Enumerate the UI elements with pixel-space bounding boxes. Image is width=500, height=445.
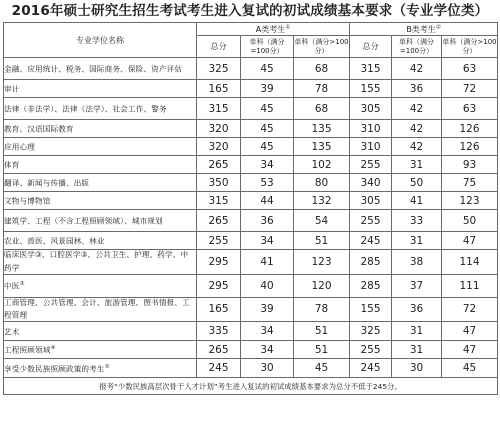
table-row — [4, 120, 498, 138]
major-name-text: 农业、兽医、风景园林、林业 — [4, 236, 105, 246]
a-single-le100-cell: 36 — [241, 210, 294, 232]
major-name-text: 工商管理、公共管理、会计、旅游管理、图书情报、工程管理 — [4, 297, 190, 320]
group-b-single-gt100-header: 单科（满分>100分） — [442, 36, 498, 58]
b-total-cell: 155 — [350, 80, 392, 98]
b-single-le100-cell: 38 — [392, 250, 442, 275]
b-single-gt100-cell: 50 — [442, 210, 498, 232]
a-single-gt100-cell: 54 — [294, 210, 350, 232]
a-total-cell: 165 — [197, 80, 241, 98]
a-single-le100-cell: 39 — [241, 80, 294, 98]
a-single-le100-cell: 44 — [241, 192, 294, 210]
b-single-gt100-cell: 75 — [442, 174, 498, 192]
major-name-cell — [4, 192, 197, 210]
score-requirements-table — [3, 22, 498, 395]
a-single-gt100-cell: 68 — [294, 58, 350, 80]
b-single-le100-cell: 42 — [392, 120, 442, 138]
b-total-cell: 305 — [350, 192, 392, 210]
major-name-text: 体育 — [4, 160, 20, 170]
a-single-le100-cell: 34 — [241, 156, 294, 174]
major-name-cell — [4, 156, 197, 174]
group-a-single-le100-header: 单科（满分=100分） — [241, 36, 294, 58]
b-single-le100-cell: 31 — [392, 156, 442, 174]
major-name-text: 享受少数民族照顾政策的考生 — [4, 364, 105, 374]
a-total-cell: 320 — [197, 138, 241, 156]
a-single-gt100-cell: 123 — [294, 250, 350, 275]
a-single-gt100-cell: 51 — [294, 322, 350, 341]
major-name-text: 应用心理 — [4, 142, 35, 152]
a-total-cell: 295 — [197, 250, 241, 275]
b-total-cell: 305 — [350, 98, 392, 120]
major-name-text: 工程照顾领域 — [4, 345, 51, 355]
b-single-le100-cell: 42 — [392, 138, 442, 156]
b-total-cell: 255 — [350, 210, 392, 232]
group-a-single-gt100-header: 单科（满分>100分） — [294, 36, 350, 58]
b-total-cell: 155 — [350, 297, 392, 322]
a-single-le100-cell: 53 — [241, 174, 294, 192]
major-name-text: 中医 — [4, 281, 20, 291]
table-footnote: 报考“少数民族高层次骨干人才计划”考生进入复试的初试成绩基本要求为总分不低于245分。 — [4, 378, 498, 395]
a-single-gt100-cell: 51 — [294, 232, 350, 250]
table-row — [4, 58, 498, 80]
a-total-cell: 320 — [197, 120, 241, 138]
b-total-cell: 310 — [350, 120, 392, 138]
a-single-le100-cell: 45 — [241, 58, 294, 80]
a-single-gt100-cell: 68 — [294, 98, 350, 120]
major-name-text: 翻译、新闻与传播、出版 — [4, 178, 90, 188]
b-total-cell: 245 — [350, 232, 392, 250]
b-single-gt100-cell: 47 — [442, 341, 498, 359]
group-a-total-header: 总分 — [197, 36, 241, 58]
b-total-cell: 310 — [350, 138, 392, 156]
group-b-footnote-mark: ② — [435, 23, 441, 30]
major-name-text: 金融、应用统计、税务、国际商务、保险、资产评估 — [4, 64, 183, 74]
b-single-gt100-cell: 126 — [442, 138, 498, 156]
b-single-gt100-cell: 72 — [442, 80, 498, 98]
a-total-cell: 265 — [197, 156, 241, 174]
table-row — [4, 138, 498, 156]
major-name-text: 文物与博物馆 — [4, 196, 51, 206]
a-total-cell: 265 — [197, 210, 241, 232]
b-total-cell: 325 — [350, 322, 392, 341]
group-a-footnote-mark: ① — [285, 23, 291, 30]
b-single-le100-cell: 33 — [392, 210, 442, 232]
b-single-le100-cell: 50 — [392, 174, 442, 192]
major-name-cell — [4, 232, 197, 250]
major-name-cell — [4, 138, 197, 156]
a-single-le100-cell: 30 — [241, 359, 294, 378]
a-single-gt100-cell: 78 — [294, 80, 350, 98]
major-name-cell — [4, 274, 197, 297]
b-single-gt100-cell: 72 — [442, 297, 498, 322]
b-single-le100-cell: 31 — [392, 232, 442, 250]
table-row — [4, 174, 498, 192]
b-total-cell: 285 — [350, 250, 392, 275]
a-single-le100-cell: 45 — [241, 120, 294, 138]
major-name-cell — [4, 341, 197, 359]
major-name-cell — [4, 297, 197, 322]
b-total-cell: 285 — [350, 274, 392, 297]
b-single-gt100-cell: 114 — [442, 250, 498, 275]
major-name-cell — [4, 322, 197, 341]
a-single-le100-cell: 45 — [241, 98, 294, 120]
group-b-single-le100-header: 单科（满分=100分） — [392, 36, 442, 58]
table-row — [4, 341, 498, 359]
a-total-cell: 350 — [197, 174, 241, 192]
a-single-le100-cell: 45 — [241, 138, 294, 156]
a-total-cell: 255 — [197, 232, 241, 250]
a-single-gt100-cell: 102 — [294, 156, 350, 174]
a-single-gt100-cell: 120 — [294, 274, 350, 297]
a-total-cell: 245 — [197, 359, 241, 378]
a-single-le100-cell: 40 — [241, 274, 294, 297]
major-name-cell — [4, 98, 197, 120]
a-single-le100-cell: 34 — [241, 232, 294, 250]
major-name-cell — [4, 359, 197, 378]
major-name-header: 专业学位名称 — [4, 23, 197, 58]
b-single-le100-cell: 42 — [392, 58, 442, 80]
footnote-mark: ④ — [50, 345, 56, 352]
a-total-cell: 315 — [197, 192, 241, 210]
footnote-mark: ⑤ — [104, 363, 110, 370]
major-name-cell — [4, 58, 197, 80]
page-title: 2016年硕士研究生招生考试考生进入复试的初试成绩基本要求（专业学位类） — [11, 3, 489, 19]
a-single-le100-cell: 41 — [241, 250, 294, 275]
a-single-gt100-cell: 135 — [294, 120, 350, 138]
table-row — [4, 192, 498, 210]
major-name-text: 艺术 — [4, 327, 20, 337]
a-total-cell: 265 — [197, 341, 241, 359]
a-total-cell: 315 — [197, 98, 241, 120]
a-single-gt100-cell: 135 — [294, 138, 350, 156]
b-single-gt100-cell: 47 — [442, 322, 498, 341]
table-row — [4, 322, 498, 341]
b-single-gt100-cell: 123 — [442, 192, 498, 210]
b-total-cell: 340 — [350, 174, 392, 192]
group-b-total-header: 总分 — [350, 36, 392, 58]
table-header — [4, 23, 498, 58]
b-single-gt100-cell: 111 — [442, 274, 498, 297]
b-single-gt100-cell: 63 — [442, 98, 498, 120]
b-single-le100-cell: 30 — [392, 359, 442, 378]
group-b-label: B类考生 — [406, 24, 436, 34]
b-single-gt100-cell: 47 — [442, 232, 498, 250]
footnote-mark: ③ — [19, 281, 25, 288]
a-single-le100-cell: 39 — [241, 297, 294, 322]
b-single-le100-cell: 37 — [392, 274, 442, 297]
a-total-cell: 295 — [197, 274, 241, 297]
major-name-text: 法律（非法学）、法律（法学）、社会工作、警务 — [4, 104, 167, 114]
b-total-cell: 245 — [350, 359, 392, 378]
major-name-cell — [4, 210, 197, 232]
major-name-text: 审计 — [4, 84, 20, 94]
group-a-header — [197, 23, 350, 36]
major-name-text: 临床医学③、口腔医学③、公共卫生、护理、药学、中药学 — [4, 250, 189, 273]
major-name-cell — [4, 174, 197, 192]
major-name-cell — [4, 80, 197, 98]
b-single-le100-cell: 41 — [392, 192, 442, 210]
table-row — [4, 98, 498, 120]
a-single-gt100-cell: 132 — [294, 192, 350, 210]
a-single-gt100-cell: 78 — [294, 297, 350, 322]
major-name-cell — [4, 120, 197, 138]
b-single-le100-cell: 42 — [392, 98, 442, 120]
table-row — [4, 274, 498, 297]
table-row — [4, 232, 498, 250]
b-total-cell: 255 — [350, 341, 392, 359]
a-single-gt100-cell: 51 — [294, 341, 350, 359]
table-row — [4, 156, 498, 174]
b-single-gt100-cell: 93 — [442, 156, 498, 174]
b-single-le100-cell: 31 — [392, 322, 442, 341]
table-row — [4, 80, 498, 98]
a-total-cell: 335 — [197, 322, 241, 341]
b-single-le100-cell: 36 — [392, 80, 442, 98]
a-single-le100-cell: 34 — [241, 341, 294, 359]
a-single-gt100-cell: 45 — [294, 359, 350, 378]
b-single-le100-cell: 31 — [392, 341, 442, 359]
group-b-header — [350, 23, 498, 36]
major-name-cell — [4, 250, 197, 275]
a-single-le100-cell: 34 — [241, 322, 294, 341]
b-total-cell: 255 — [350, 156, 392, 174]
major-name-text: 建筑学、工程（不含工程照顾领域）、城市规划 — [4, 216, 163, 226]
table-body — [4, 58, 498, 378]
b-total-cell: 315 — [350, 58, 392, 80]
table-row — [4, 250, 498, 275]
a-single-gt100-cell: 80 — [294, 174, 350, 192]
major-name-text: 教育、汉语国际教育 — [4, 124, 74, 134]
table-row — [4, 297, 498, 322]
group-a-label: A类考生 — [255, 24, 286, 34]
table-row — [4, 359, 498, 378]
b-single-le100-cell: 36 — [392, 297, 442, 322]
b-single-gt100-cell: 126 — [442, 120, 498, 138]
table-row — [4, 210, 498, 232]
a-total-cell: 325 — [197, 58, 241, 80]
b-single-gt100-cell: 63 — [442, 58, 498, 80]
a-total-cell: 165 — [197, 297, 241, 322]
b-single-gt100-cell: 45 — [442, 359, 498, 378]
